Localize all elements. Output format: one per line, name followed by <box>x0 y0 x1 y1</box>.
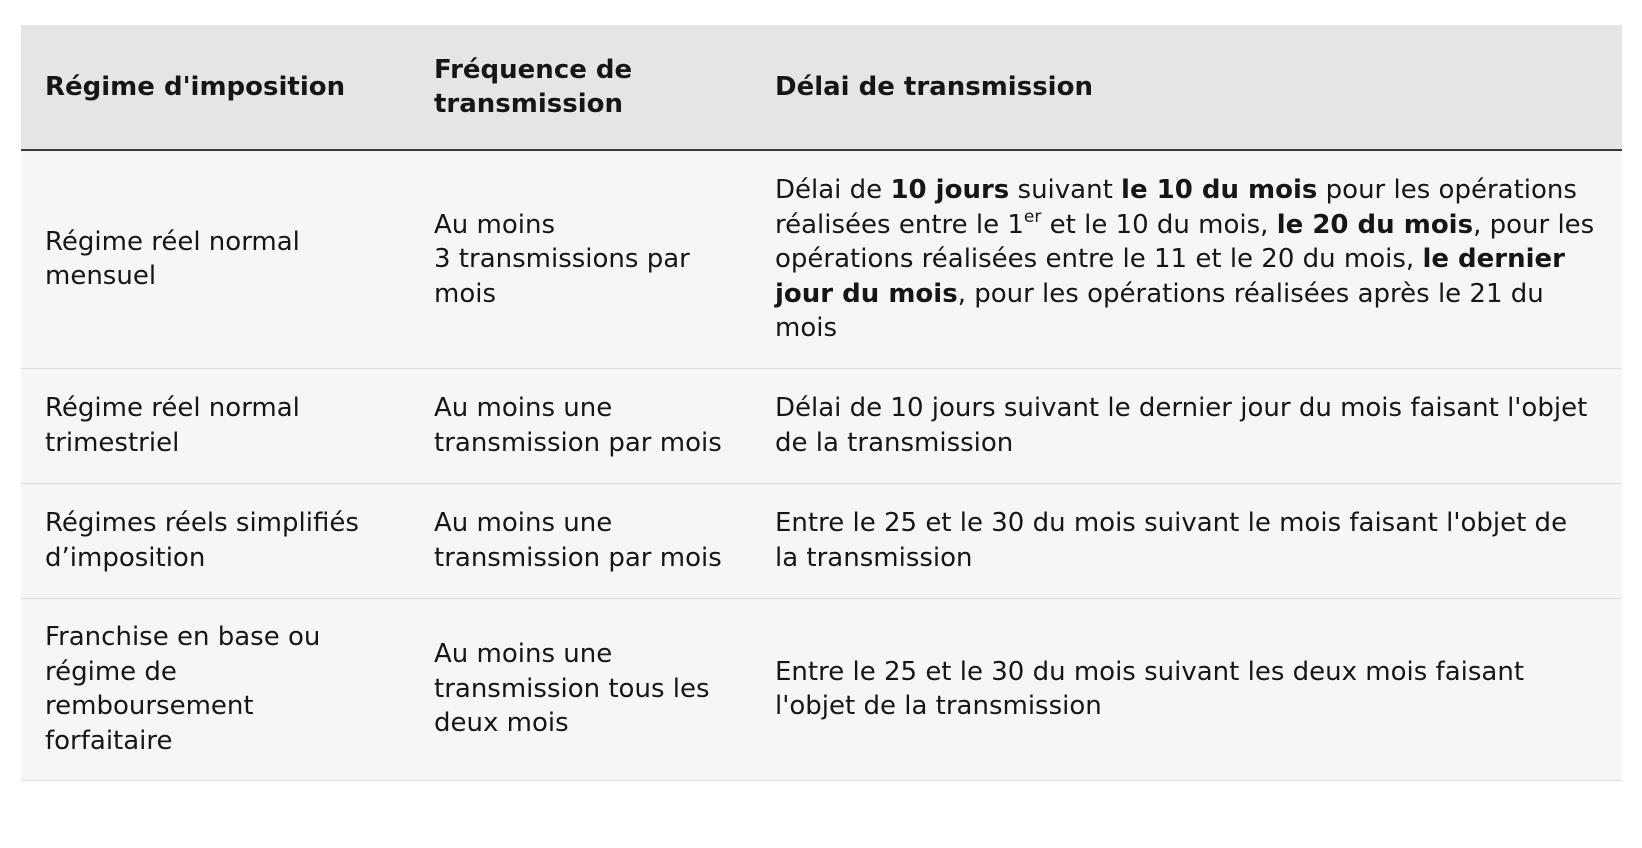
delai-superscript: er <box>1023 206 1042 227</box>
delai-text-1: Délai de <box>775 175 891 205</box>
cell-delai: Entre le 25 et le 30 du mois suivant le mois faisant l'objet de la transmission <box>775 508 1568 573</box>
cell-delai: Entre le 25 et le 30 du mois suivant les deux mois faisant l'objet de la transmission <box>775 656 1525 721</box>
delai-bold-1: 10 jours <box>890 175 1010 205</box>
cell-delai: Délai de 10 jours suivant le dernier jour du mois faisant l'objet de la transmission <box>775 393 1588 458</box>
delai-text-4: et le 10 du mois, <box>1041 209 1277 240</box>
delai-text-6: , pour les opérations réalisées après le 21 du mois <box>775 278 1544 343</box>
cell-regime: Régime réel normal mensuel <box>45 226 300 292</box>
delai-bold-4: le dernier jour du mois <box>775 244 1565 309</box>
table-row <box>21 368 1622 483</box>
cell-regime: Régimes réels simplifiés d’imposition <box>45 508 359 573</box>
header-row <box>21 25 1622 150</box>
cell-regime: Franchise en base ou régime de remboursement forfaitaire <box>45 622 321 756</box>
cell-frequence: Au moins une transmission par mois <box>434 393 722 458</box>
cell-regime: Régime réel normal trimestriel <box>45 393 300 458</box>
table-body <box>21 150 1622 780</box>
delai-bold-3: le 20 du mois <box>1276 209 1474 240</box>
cell-frequence: Au moins une transmission par mois <box>434 508 722 573</box>
delai-text-2: suivant <box>1009 175 1122 205</box>
delai-text-3: pour les opérations réalisées entre le 1 <box>775 175 1577 240</box>
table-row <box>21 150 1622 368</box>
cell-frequence: Au moins une transmission tous les deux mois <box>434 639 710 739</box>
cell-frequence <box>410 150 751 368</box>
delai-bold-2: le 10 du mois <box>1121 175 1318 205</box>
table-row <box>21 598 1622 780</box>
cell-frequence-line2: 3 transmissions par mois <box>434 244 690 309</box>
delai-text-5: , pour les opérations réalisées entre le 11 et le 20 du mois, <box>775 209 1595 274</box>
transmission-table <box>21 25 1622 781</box>
transmission-table-container <box>21 25 1622 781</box>
table-header <box>21 25 1622 150</box>
header-delai: Délai de transmission <box>751 25 1622 150</box>
header-regime: Régime d'imposition <box>21 25 410 150</box>
header-frequence: Fréquence de transmission <box>410 25 751 150</box>
cell-delai <box>751 150 1622 368</box>
table-row <box>21 483 1622 598</box>
cell-frequence-line1: Au moins <box>434 209 556 240</box>
